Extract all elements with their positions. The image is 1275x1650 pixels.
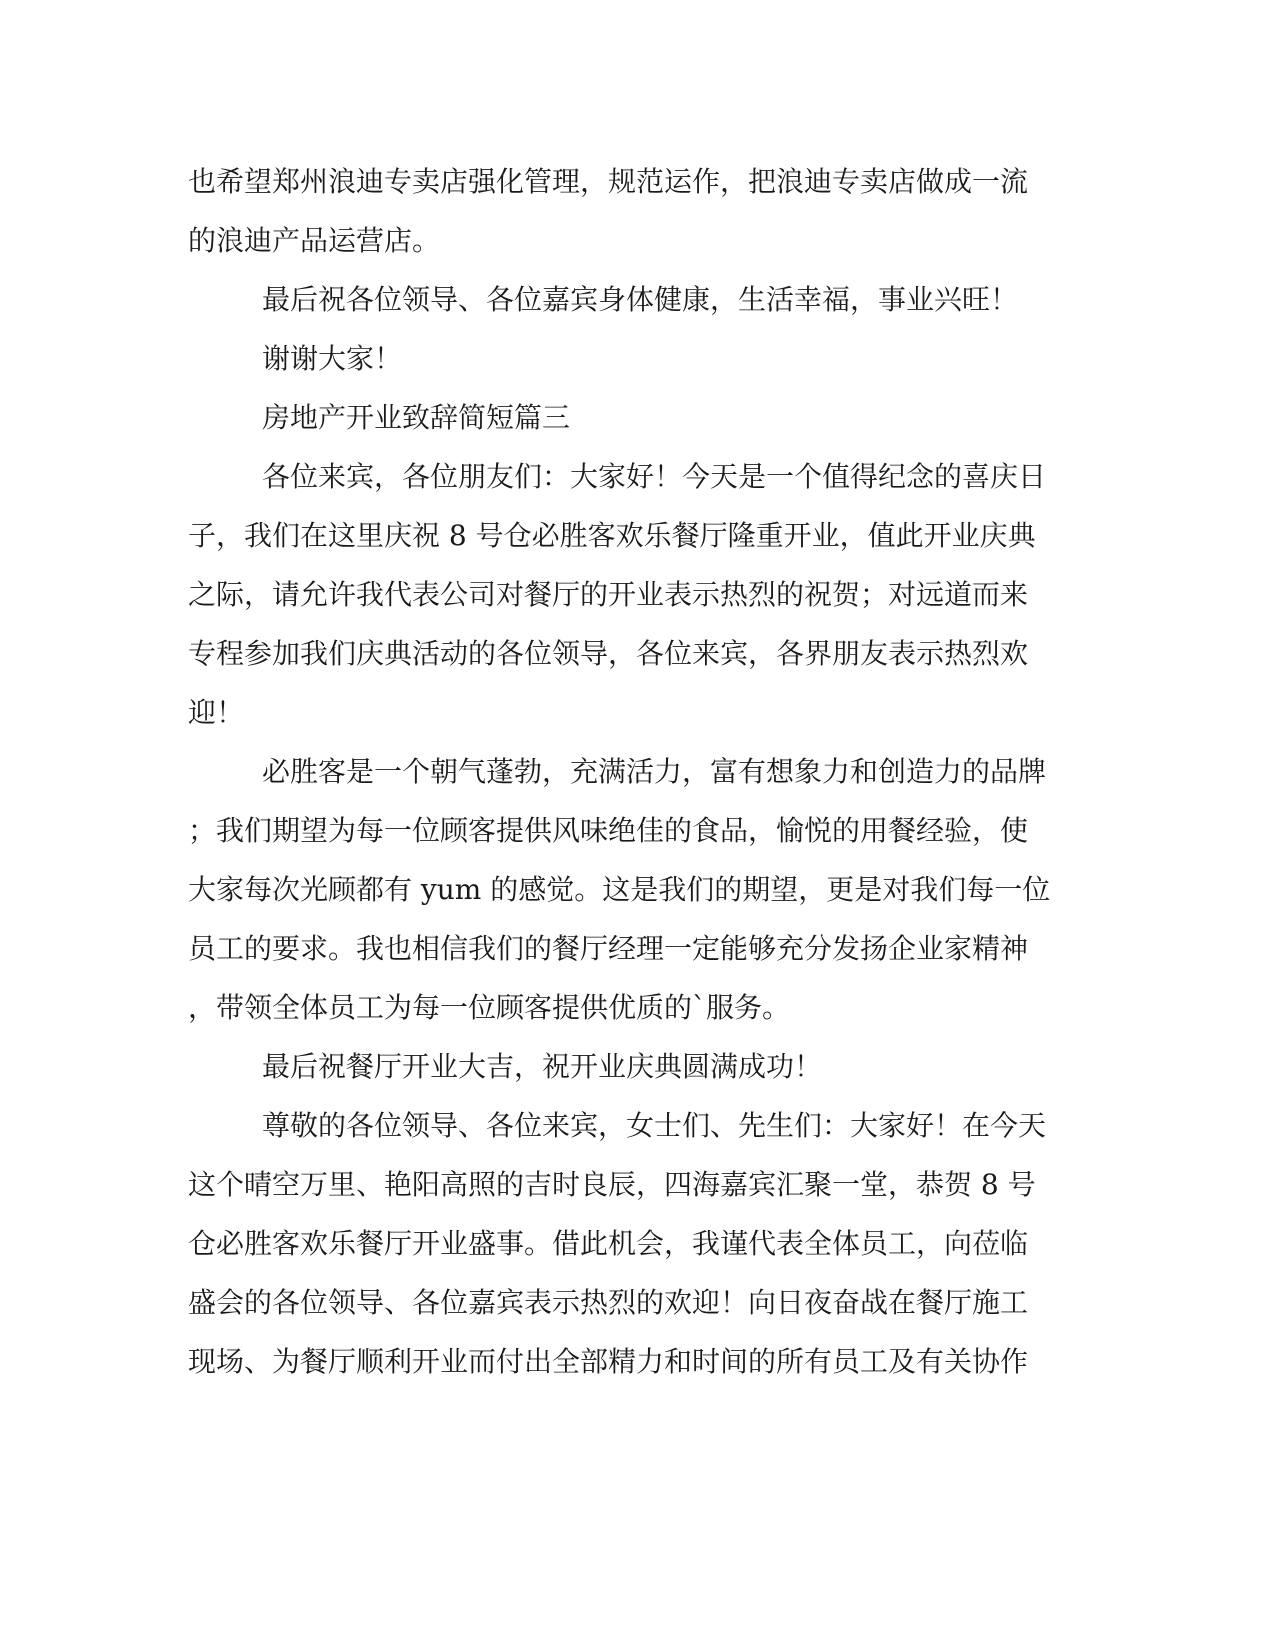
- text-line: 最后祝各位领导、各位嘉宾身体健康，生活幸福，事业兴旺！: [262, 283, 1019, 316]
- section-heading: 房地产开业致辞简短篇三: [262, 401, 571, 434]
- text-line: 各位来宾，各位朋友们：大家好！今天是一个值得纪念的喜庆日: [262, 460, 1047, 493]
- text-line: 员工的要求。我也相信我们的餐厅经理一定能够充分发扬企业家精神: [188, 932, 1029, 965]
- text-line: 大家每次光顾都有 yum 的感觉。这是我们的期望，更是对我们每一位: [188, 873, 1051, 906]
- text-line: 这个晴空万里、艳阳高照的吉时良辰，四海嘉宾汇聚一堂，恭贺 8 号: [188, 1168, 1036, 1201]
- text-line: 仓必胜客欢乐餐厅开业盛事。借此机会，我谨代表全体员工，向莅临: [188, 1227, 1029, 1260]
- text-line: ；我们期望为每一位顾客提供风味绝佳的食品，愉悦的用餐经验，使: [188, 814, 1029, 847]
- text-line: 最后祝餐厅开业大吉，祝开业庆典圆满成功！: [262, 1050, 823, 1083]
- text-line: 必胜客是一个朝气蓬勃，充满活力，富有想象力和创造力的品牌: [262, 755, 1047, 788]
- text-line: 子，我们在这里庆祝 8 号仓必胜客欢乐餐厅隆重开业，值此开业庆典: [188, 519, 1036, 552]
- text-line: 专程参加我们庆典活动的各位领导，各位来宾，各界朋友表示热烈欢: [188, 637, 1029, 670]
- text-line: 也希望郑州浪迪专卖店强化管理，规范运作，把浪迪专卖店做成一流: [188, 165, 1029, 198]
- text-line: 尊敬的各位领导、各位来宾，女士们、先生们：大家好！在今天: [262, 1109, 1047, 1142]
- text-line: 谢谢大家！: [262, 342, 403, 375]
- text-line: 的浪迪产品运营店。: [188, 224, 441, 257]
- text-line: 迎！: [188, 696, 245, 729]
- text-line: 现场、为餐厅顺利开业而付出全部精力和时间的所有员工及有关协作: [188, 1345, 1029, 1378]
- text-line: 盛会的各位领导、各位嘉宾表示热烈的欢迎！向日夜奋战在餐厅施工: [188, 1286, 1029, 1319]
- text-line: ，带领全体员工为每一位顾客提供优质的`服务。: [188, 991, 791, 1024]
- text-line: 之际，请允许我代表公司对餐厅的开业表示热烈的祝贺；对远道而来: [188, 578, 1029, 611]
